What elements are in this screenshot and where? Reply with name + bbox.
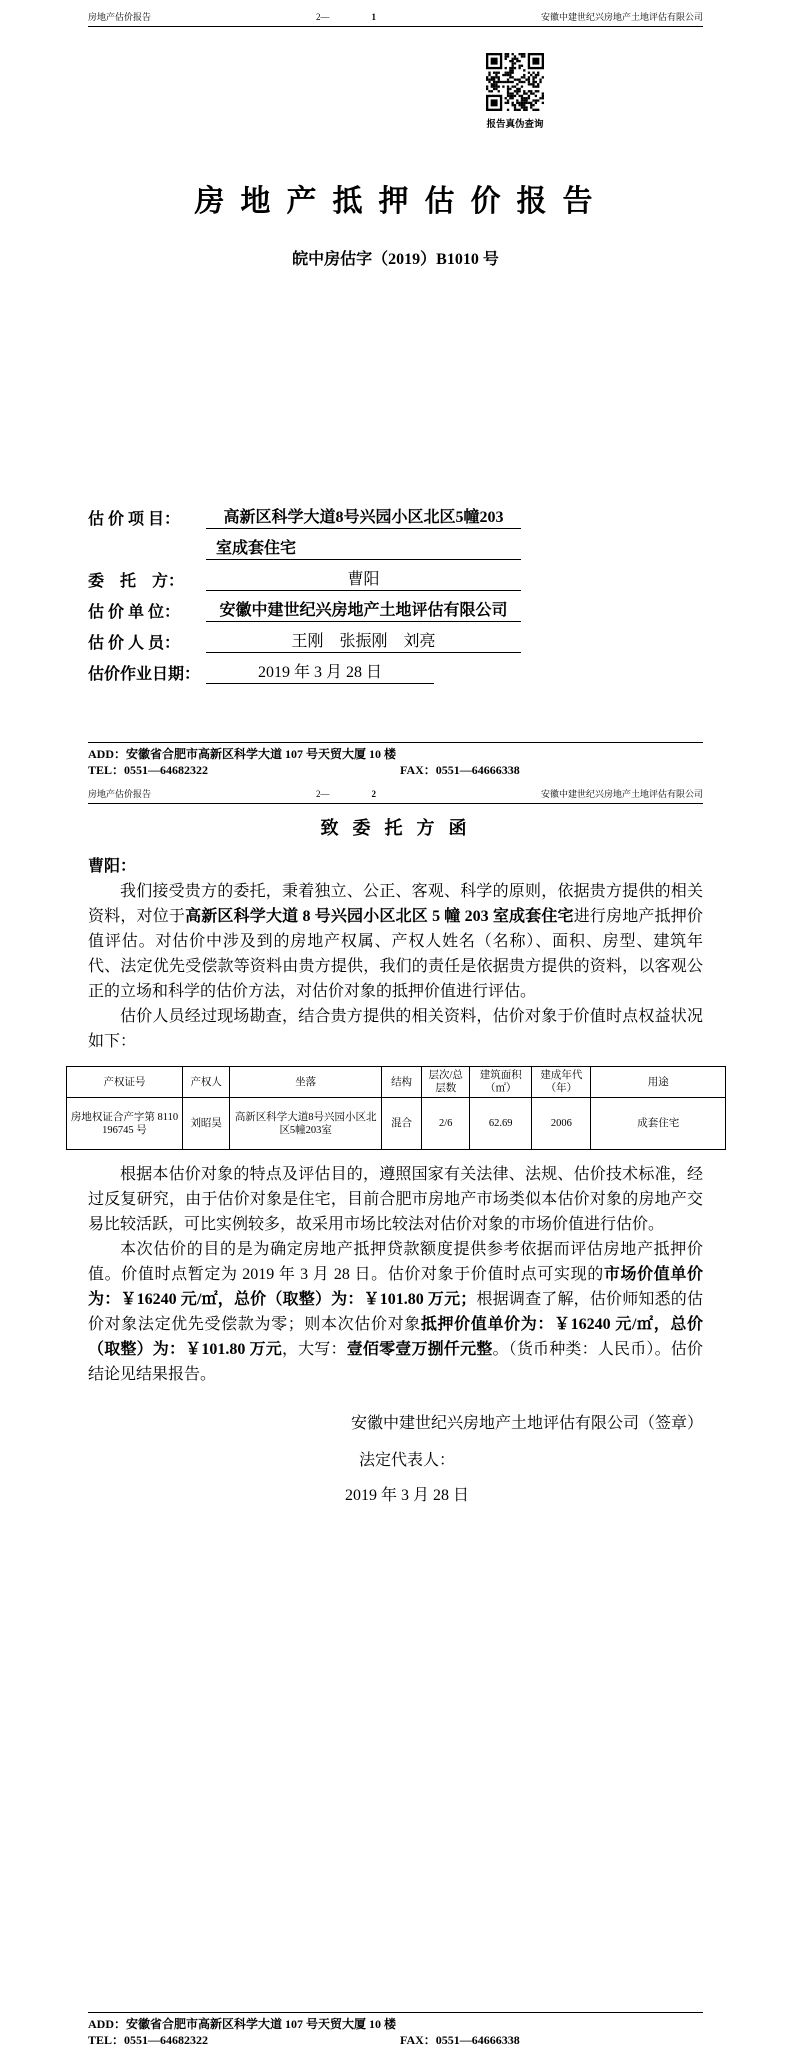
- header-page-total: 2—: [316, 789, 330, 799]
- report-doc-number: 皖中房估字（2019）B1010 号: [292, 251, 499, 269]
- cell-owner: 刘昭昊: [182, 1098, 229, 1150]
- field-agency-label: 估 价 单 位：: [88, 604, 181, 622]
- cell-cert-number: 房地权证合产字第 8110196745 号: [67, 1098, 183, 1150]
- th-floor: 层次/总层数: [422, 1067, 470, 1098]
- th-structure: 结构: [381, 1067, 421, 1098]
- property-rights-table: [66, 1066, 726, 1150]
- page2-header: [88, 784, 703, 804]
- header-page-total: 2—: [316, 12, 330, 22]
- th-area: 建筑面积（㎡）: [470, 1067, 532, 1098]
- field-work-date-value: 2019 年 3 月 28 日: [206, 662, 434, 684]
- letter-paragraph-3: 根据本估价对象的特点及评估目的，遵照国家有关法律、法规、估价技术标准，经过反复研究，由于估价对象是住宅，目前合肥市房地产市场类似本估价对象的房地产交易比较活跃，可比实例较多，故采用市场比较法对估价对象的市场价值进行估价。: [88, 1166, 703, 1234]
- footer-contacts: [88, 2033, 703, 2049]
- field-client: [88, 569, 703, 591]
- legal-representative: 法定代表人：: [358, 1452, 455, 1470]
- header-doc-title: 房地产估价报告: [88, 789, 152, 799]
- field-client-label: 委 托 方：: [88, 573, 185, 591]
- th-cert-number: 产权证号: [67, 1067, 183, 1098]
- th-usage: 用途: [591, 1067, 726, 1098]
- field-project-label: 估 价 项 目：: [88, 511, 181, 529]
- cell-floor: 2/6: [422, 1098, 470, 1150]
- field-project-value-line1: 高新区科学大道8号兴园小区北区5幢203: [206, 507, 521, 529]
- letter-salutation: 曹阳：: [88, 858, 137, 876]
- page2-footer: [88, 2012, 703, 2049]
- footer-fax: FAX：0551—64666338: [400, 2033, 520, 2048]
- field-agency: [88, 600, 703, 622]
- cell-location: 高新区科学大道8号兴园小区北区5幢203室: [230, 1098, 382, 1150]
- page1-header: [88, 0, 703, 27]
- page-1-cover: [0, 0, 793, 784]
- field-project-line2: [88, 538, 703, 560]
- cover-fields: [88, 507, 703, 684]
- field-appraisers-label: 估 价 人 员：: [88, 635, 181, 653]
- table-row: [67, 1098, 726, 1150]
- header-page-number: 2: [371, 789, 376, 799]
- signature-company: 安徽中建世纪兴房地产土地评估有限公司（签章）: [350, 1415, 703, 1433]
- field-appraisers: [88, 631, 703, 653]
- th-year-built: 建成年代（年）: [532, 1067, 591, 1098]
- field-client-value: 曹阳: [206, 569, 521, 591]
- field-project: [88, 507, 703, 529]
- th-location: 坐落: [230, 1067, 382, 1098]
- field-work-date-label: 估价作业日期：: [88, 666, 201, 684]
- header-company-name: 安徽中建世纪兴房地产土地评估有限公司: [540, 12, 703, 22]
- footer-address: ADD：安徽省合肥市高新区科学大道 107 号天贸大厦 10 楼: [88, 2016, 396, 2031]
- field-appraisers-value: 王刚 张振刚 刘亮: [206, 631, 521, 653]
- signature-date: 2019 年 3 月 28 日: [344, 1487, 469, 1505]
- cell-structure: 混合: [381, 1098, 421, 1150]
- letter-paragraph-1: 我们接受贵方的委托，秉着独立、公正、客观、科学的原则，依据贵方提供的相关资料，对位于高新区科学大道 8 号兴园小区北区 5 幢 203 室成套住宅进行房地产抵押价值评估。对估价中涉及到的房地产权属、产权人姓名（名称）、面积、房型、建筑年代、法定优先受偿款等资料由贵方提供，我们的责任是依据贵方提供的资料，以客观公正的立场和科学的估价方法，对估价对象的抵押价值进行评估。: [88, 883, 703, 1001]
- page-2-letter: [0, 784, 793, 2054]
- footer-address: ADD：安徽省合肥市高新区科学大道 107 号天贸大厦 10 楼: [88, 746, 396, 761]
- header-doc-title: 房地产估价报告: [88, 12, 152, 22]
- footer-tel: TEL：0551—64682322: [88, 2033, 209, 2048]
- field-agency-value: 安徽中建世纪兴房地产土地评估有限公司: [206, 600, 521, 622]
- header-page-indicator: [316, 12, 376, 23]
- footer-contacts: [88, 763, 703, 779]
- header-company-name: 安徽中建世纪兴房地产土地评估有限公司: [540, 789, 703, 799]
- qr-label: 报告真伪查询: [486, 120, 544, 131]
- header-page-indicator: [316, 789, 376, 800]
- page1-footer: [88, 742, 703, 779]
- letter-paragraph-2: 估价人员经过现场勘查，结合贵方提供的相关资料，估价对象于价值时点权益状况如下：: [88, 1008, 703, 1051]
- qr-block: [482, 53, 548, 130]
- header-page-number: 1: [371, 12, 376, 22]
- letter-title: 致委托方函: [320, 818, 481, 839]
- field-project-value-line2: 室成套住宅: [206, 538, 521, 560]
- cell-year-built: 2006: [532, 1098, 591, 1150]
- footer-tel: TEL：0551—64682322: [88, 763, 209, 778]
- footer-fax: FAX：0551—64666338: [400, 763, 520, 778]
- th-owner: 产权人: [182, 1067, 229, 1098]
- report-title: 房地产抵押估价报告: [194, 185, 609, 219]
- letter-paragraph-4: 本次估价的目的是为确定房地产抵押贷款额度提供参考依据而评估房地产抵押价值。价值时点暂定为 2019 年 3 月 28 日。估价对象于价值时点可实现的市场价值单价为：￥16240 元/㎡，总价（取整）为：￥101.80 万元；根据调查了解，估价师知悉的估价对象法定优先受偿款为零；则本次估价对象抵押价值单价为：￥16240 元/㎡，总价（取整）为：￥101.80 万元，大写：壹佰零壹万捌仟元整。（货币种类：人民币）。估价结论见结果报告。: [88, 1241, 703, 1384]
- table-header-row: [67, 1067, 726, 1098]
- qr-code: [486, 53, 544, 111]
- cell-area: 62.69: [470, 1098, 532, 1150]
- cell-usage: 成套住宅: [591, 1098, 726, 1150]
- field-work-date: [88, 662, 703, 684]
